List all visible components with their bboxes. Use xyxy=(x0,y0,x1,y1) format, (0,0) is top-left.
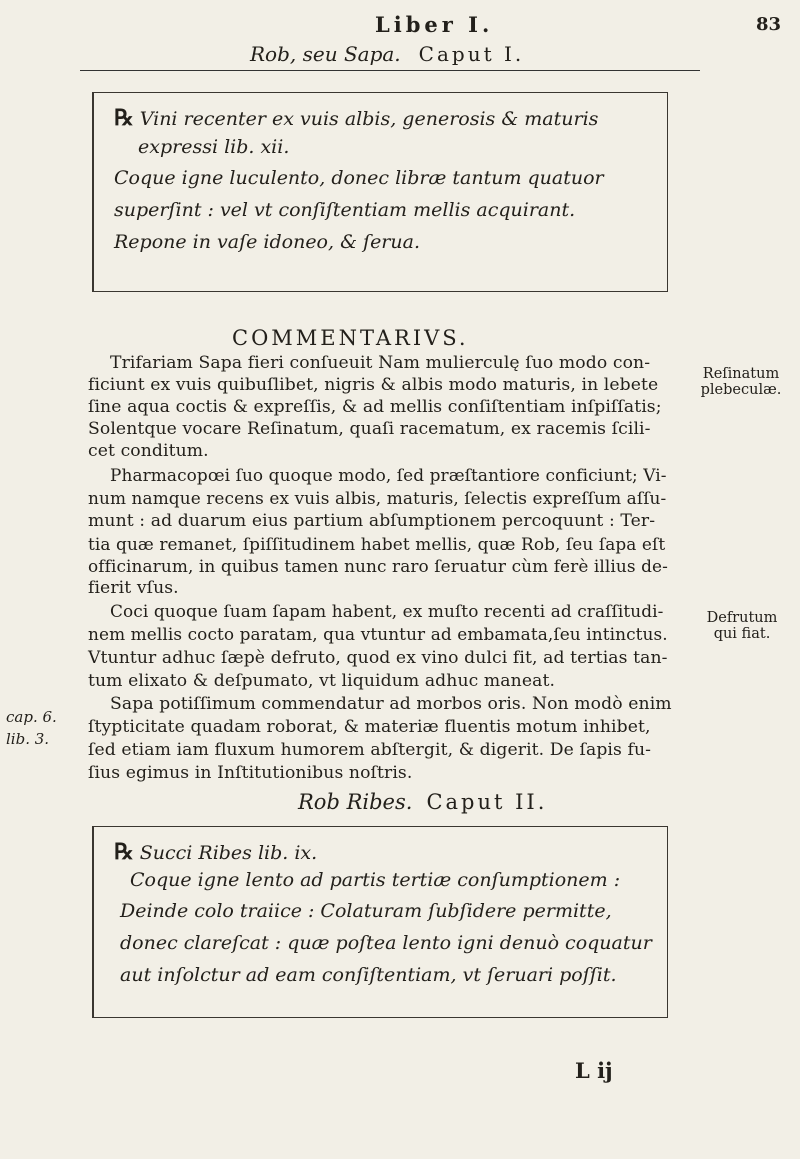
recipe1-line-5: Repone in vaſe idoneo, & ſerua. xyxy=(114,231,420,253)
recipe1-line-3: Coque igne luculento, donec libræ tantum quatuor xyxy=(114,167,604,189)
commentary-line: ſtypticitate quadam roborat, & materiæ fluentis motum inhibet, xyxy=(88,717,651,737)
commentary-line: ſed etiam iam fluxum humorem abſtergit, & digerit. De ſapis fu- xyxy=(88,740,652,760)
commentary-line: tia quæ remanet, ſpiſſitudinem habet mellis, quæ Rob, ſeu ſapa eſt xyxy=(88,534,666,554)
chapter-2-heading xyxy=(298,790,547,814)
commentary-line: ficiunt ex vuis quibuſlibet, nigris & albis modo maturis, in lebete xyxy=(88,375,659,395)
commentary-line: ſius egimus in Inſtitutionibus noſtris. xyxy=(88,763,413,783)
running-head xyxy=(0,12,800,72)
header-rule xyxy=(80,70,700,71)
commentary-line: fierit vſus. xyxy=(88,578,179,598)
recipe1-line-1: ℞ Vini recenter ex vuis albis, generosis & maturis xyxy=(114,105,599,131)
commentary-line: Vtuntur adhuc ſæpè defruto, quod ex vino dulci fit, ad tertias tan- xyxy=(88,648,668,668)
page-number: 83 xyxy=(756,14,782,35)
recipe2-line-2: Coque igne lento ad partis tertiæ conſumptionem : xyxy=(130,869,621,891)
commentary-line: cet conditum. xyxy=(88,441,209,461)
margin-note-defrutum: Defrutum qui fiat. xyxy=(706,610,778,642)
commentary-title: COMMENTARIVS. xyxy=(232,326,469,350)
book-number: Liber I. xyxy=(375,12,494,37)
recipe-box-1 xyxy=(92,92,668,292)
recipe1-line-4: superſint : vel vt conſiſtentiam mellis acquirant. xyxy=(114,199,576,221)
commentary-line: ſine aqua coctis & expreſſis, & ad mellis conſiſtentiam inſpiſſatis; xyxy=(88,397,662,417)
commentary-line: Trifariam Sapa fieri conſueuit Nam mulierculę ſuo modo con- xyxy=(110,353,651,373)
running-title-caps: Caput I. xyxy=(418,42,525,66)
commentary-line: munt : ad duarum eius partium abſumptionem percoquunt : Ter- xyxy=(88,511,656,531)
margin-reference: cap. 6. lib. 3. xyxy=(6,708,57,748)
commentary-line: Pharmacopœi ſuo quoque modo, ſed præſtantiore conficiunt; Vi- xyxy=(110,465,667,485)
chapter-running-title xyxy=(250,42,524,66)
recipe2-line-1: ℞ Succi Ribes lib. ix. xyxy=(114,839,318,865)
recipe-box-2 xyxy=(92,826,668,1018)
recipe1-line-2: expressi lib. xii. xyxy=(138,136,290,158)
chapter-2-title-caps: Caput II. xyxy=(426,790,548,814)
commentary-line: Sapa potiſſimum commendatur ad morbos oris. Non modò enim xyxy=(110,694,672,714)
commentary-line: officinarum, in quibus tamen nunc raro ſeruatur cùm ferè illius de- xyxy=(88,556,668,576)
chapter-2-title-italic: Rob Ribes. xyxy=(298,790,413,814)
commentary-line: nem mellis cocto paratam, qua vtuntur ad embamata,ſeu intinctus. xyxy=(88,624,668,644)
running-title-italic: Rob, seu Sapa. xyxy=(250,42,401,66)
commentary-line: num namque recens ex vuis albis, maturis, ſelectis expreſſum aſſu- xyxy=(88,488,667,508)
signature-mark: L ij xyxy=(575,1058,613,1083)
commentary-line: Coci quoque ſuam ſapam habent, ex muſto recenti ad craſſitudi- xyxy=(110,601,664,621)
recipe-symbol-icon: ℞ xyxy=(114,839,134,865)
recipe2-line-5: aut inſolctur ad eam conſiſtentiam, vt ſeruari poſſit. xyxy=(120,964,617,986)
commentary-line: tum elixato & deſpumato, vt liquidum adhuc maneat. xyxy=(88,671,556,691)
commentary-line: Solentque vocare Reſinatum, quaſi racematum, ex racemis ſcili- xyxy=(88,419,651,439)
margin-note-resinatum: Reſinatum plebeculæ. xyxy=(700,366,782,398)
recipe2-line-4: donec clareſcat : quæ poſtea lento igni denuò coquatur xyxy=(120,932,652,954)
recipe2-line-3: Deinde colo traiice : Colaturam ſubſidere permitte, xyxy=(120,900,612,922)
recipe-symbol-icon: ℞ xyxy=(114,105,134,131)
